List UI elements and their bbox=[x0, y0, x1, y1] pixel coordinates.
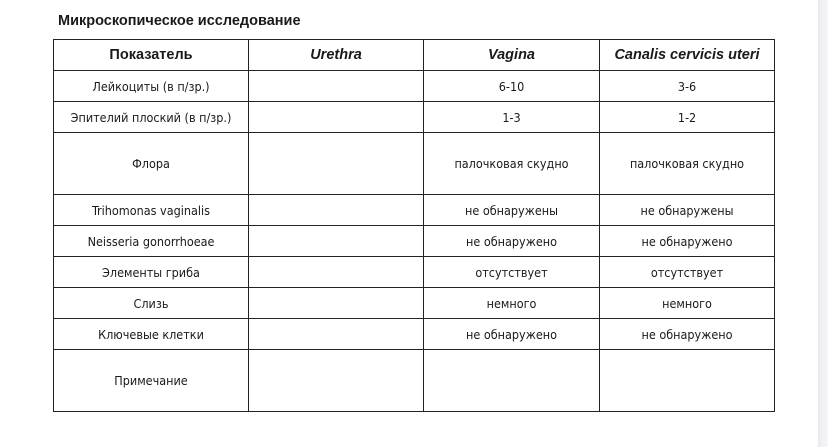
cervix-cell: 1-2 bbox=[600, 102, 775, 133]
microscopy-results-table bbox=[53, 39, 775, 412]
header-cervix: Canalis cervicis uteri bbox=[600, 40, 775, 71]
vagina-cell: немного bbox=[424, 288, 600, 319]
vagina-cell: не обнаружено bbox=[424, 226, 600, 257]
section-title: Микроскопическое исследование bbox=[58, 13, 301, 29]
table-row bbox=[54, 226, 775, 257]
page-edge-shadow bbox=[818, 0, 828, 447]
cervix-cell: палочковая скудно bbox=[600, 133, 775, 195]
row-label: Neisseria gonorrhoeae bbox=[54, 226, 249, 257]
row-label: Лейкоциты (в п/зр.) bbox=[54, 71, 249, 102]
table-header-row bbox=[54, 40, 775, 71]
urethra-cell bbox=[249, 226, 424, 257]
table-row bbox=[54, 195, 775, 226]
urethra-cell bbox=[249, 133, 424, 195]
row-label: Ключевые клетки bbox=[54, 319, 249, 350]
table-row bbox=[54, 319, 775, 350]
row-label: Флора bbox=[54, 133, 249, 195]
table-row bbox=[54, 257, 775, 288]
header-urethra: Urethra bbox=[249, 40, 424, 71]
table-row bbox=[54, 102, 775, 133]
table-row bbox=[54, 288, 775, 319]
cervix-cell bbox=[600, 350, 775, 412]
header-indicator: Показатель bbox=[54, 40, 249, 71]
vagina-cell: 1-3 bbox=[424, 102, 600, 133]
cervix-cell: не обнаружено bbox=[600, 226, 775, 257]
row-label: Эпителий плоский (в п/зр.) bbox=[54, 102, 249, 133]
cervix-cell: отсутствует bbox=[600, 257, 775, 288]
urethra-cell bbox=[249, 102, 424, 133]
urethra-cell bbox=[249, 257, 424, 288]
table-row bbox=[54, 133, 775, 195]
row-label: Слизь bbox=[54, 288, 249, 319]
urethra-cell bbox=[249, 195, 424, 226]
urethra-cell bbox=[249, 319, 424, 350]
header-vagina: Vagina bbox=[424, 40, 600, 71]
row-label: Элементы гриба bbox=[54, 257, 249, 288]
urethra-cell bbox=[249, 288, 424, 319]
cervix-cell: немного bbox=[600, 288, 775, 319]
cervix-cell: не обнаружено bbox=[600, 319, 775, 350]
vagina-cell bbox=[424, 350, 600, 412]
cervix-cell: не обнаружены bbox=[600, 195, 775, 226]
vagina-cell: не обнаружено bbox=[424, 319, 600, 350]
vagina-cell: не обнаружены bbox=[424, 195, 600, 226]
urethra-cell bbox=[249, 350, 424, 412]
row-label: Trihomonas vaginalis bbox=[54, 195, 249, 226]
urethra-cell bbox=[249, 71, 424, 102]
row-label: Примечание bbox=[54, 350, 249, 412]
vagina-cell: палочковая скудно bbox=[424, 133, 600, 195]
table-row bbox=[54, 71, 775, 102]
vagina-cell: отсутствует bbox=[424, 257, 600, 288]
table-row bbox=[54, 350, 775, 412]
cervix-cell: 3-6 bbox=[600, 71, 775, 102]
vagina-cell: 6-10 bbox=[424, 71, 600, 102]
